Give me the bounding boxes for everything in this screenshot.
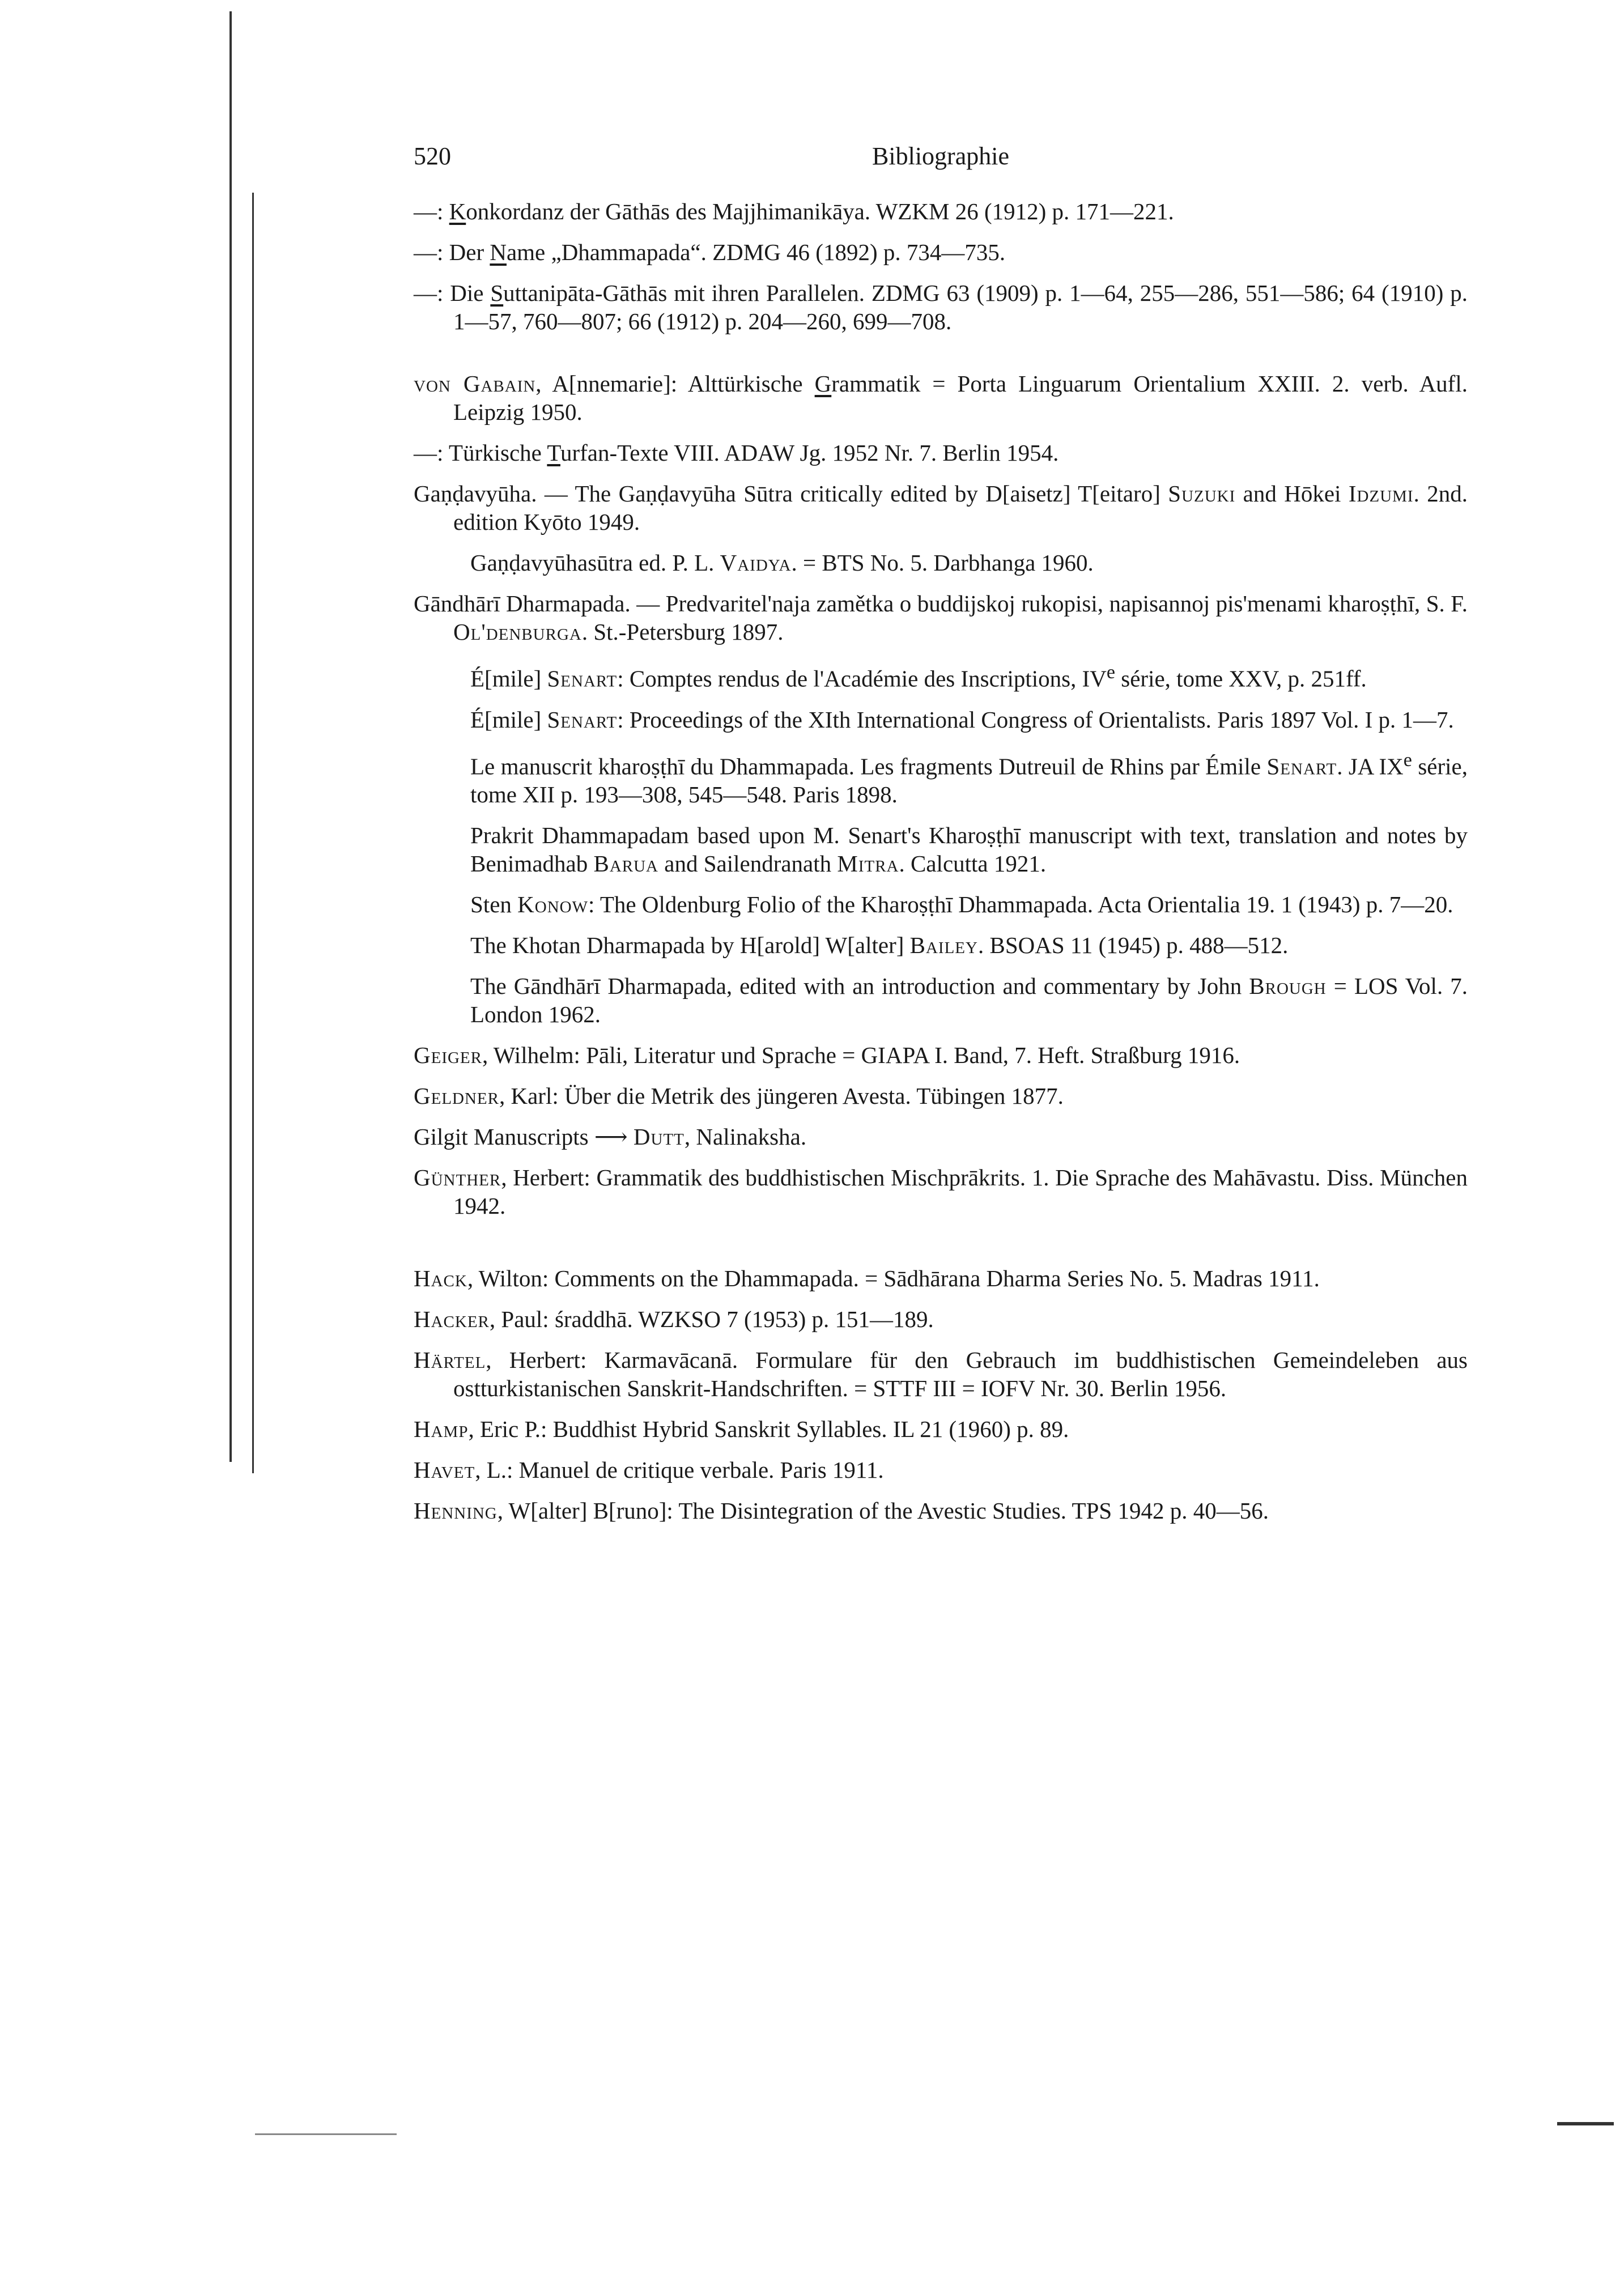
bib-entry: Günther, Herbert: Grammatik des buddhistischen Mischprākrits. 1. Die Sprache des Mahāvastu. Diss. München 1942. [414,1164,1468,1219]
bib-subentry: Prakrit Dhammapadam based upon M. Senart's Kharoṣṭhī manuscript with text, translation and notes by Benimadhab Barua and Sailendranath Mitra. Calcutta 1921. [470,822,1468,877]
author-name: Vaidya [720,550,792,576]
bib-entry: —: Der Name „Dhammapada“. ZDMG 46 (1892) p. 734—735. [414,239,1006,265]
author-name: Hack [414,1265,467,1292]
bib-entry: Geldner, Karl: Über die Metrik des jüngeren Avesta. Tübingen 1877. [414,1083,1064,1109]
bib-entry: —: Türkische Turfan-Texte VIII. ADAW Jg. 1952 Nr. 7. Berlin 1954. [414,440,1059,466]
bib-entry: Gāndhārī Dharmapada. — Predvaritel'naja zamětka o buddijskoj rukopisi, napisannoj pis'menami kharoṣṭhī, S. F. Ol'denburga. St.-Petersburg 1897. [414,590,1468,645]
author-name: Konow [517,891,588,918]
author-name: Idzumi [1348,481,1414,507]
author-name: Hacker [414,1306,490,1333]
bib-entry: Hack, Wilton: Comments on the Dhammapada. = Sādhārana Dharma Series No. 5. Madras 1911. [414,1265,1320,1292]
bib-entry: Henning, W[alter] B[runo]: The Disintegration of the Avestic Studies. TPS 1942 p. 40—56. [414,1498,1269,1524]
author-name: Geiger [414,1042,482,1069]
bib-subentry: Sten Konow: The Oldenburg Folio of the Kharoṣṭhī Dhammapada. Acta Orientalia 19. 1 (1943) p. 7—20. [470,891,1453,918]
bib-subentry: É[mile] Senart: Proceedings of the XIth International Congress of Orientalists. Paris 1897 Vol. I p. 1—7. [470,706,1454,733]
bib-entry: Hacker, Paul: śraddhā. WZKSO 7 (1953) p. 151—189. [414,1306,934,1333]
bib-entry: Hamp, Eric P.: Buddhist Hybrid Sanskrit Syllables. IL 21 (1960) p. 89. [414,1416,1069,1443]
author-name: Ol'denburga [453,619,582,645]
bib-entry: —: Konkordanz der Gāthās des Majjhimanikāya. WZKM 26 (1912) p. 171—221. [414,198,1174,224]
author-name: von Gabain [414,371,536,397]
author-name: Senart [547,665,618,692]
author-name: Geldner [414,1083,499,1109]
bib-subentry: Le manuscrit kharoṣṭhī du Dhammapada. Les fragments Dutreuil de Rhins par Émile Senart. JA IXe série, tome XII p. 193—308, 545—548. Paris 1898. [470,749,1468,808]
author-name: Brough [1249,973,1327,1000]
bib-entry: Geiger, Wilhelm: Pāli, Literatur und Sprache = GIAPA I. Band, 7. Heft. Straßburg 1916. [414,1042,1240,1069]
author-name: Barua [593,851,659,877]
author-name: Dutt [633,1124,685,1150]
bib-subentry: The Gāndhārī Dharmapada, edited with an introduction and commentary by John Brough = LOS Vol. 7. London 1962. [470,973,1468,1028]
author-name: Bailey [909,932,978,959]
page-header [414,142,1468,187]
author-name: Senart [1266,753,1337,780]
bib-subentry: É[mile] Senart: Comptes rendus de l'Académie des Inscriptions, IVe série, tome XXV, p. 251ff. [470,662,1367,692]
bottom-left-dots [255,2133,397,2135]
author-name: Mitra [837,851,899,877]
author-name: Henning [414,1498,498,1524]
author-name: Senart [547,706,618,733]
bib-entry: Gaṇḍavyūha. — The Gaṇḍavyūha Sūtra critically edited by D[aisetz] T[eitaro] Suzuki and Hōkei Idzumi. 2nd. edition Kyōto 1949. [414,481,1468,535]
bib-entry: Gilgit Manuscripts ⟶ Dutt, Nalinaksha. [414,1124,807,1150]
bib-entry: —: Die Suttanipāta-Gāthās mit ihren Parallelen. ZDMG 63 (1909) p. 1—64, 255—286, 551—586; 64 (1910) p. 1—57, 760—807; 66 (1912) p. 204—260, 699—708. [414,280,1468,334]
bib-entry: von Gabain, A[nnemarie]: Alttürkische Grammatik = Porta Linguarum Orientalium XXIII. 2. verb. Aufl. Leipzig 1950. [414,371,1468,425]
author-name: Suzuki [1168,481,1236,507]
author-name: Hamp [414,1416,469,1443]
page-number: 520 [414,142,451,170]
bib-entry: Härtel, Herbert: Karmavācanā. Formulare für den Gebrauch im buddhistischen Gemeindeleben aus ostturkistanischen Sanskrit-Handschriften. = STTF III = IOFV Nr. 30. Berlin 1956. [414,1347,1468,1402]
author-name: Günther [414,1164,501,1191]
bib-subentry: Gaṇḍavyūhasūtra ed. P. L. Vaidya. = BTS No. 5. Darbhanga 1960. [470,550,1094,576]
page [414,142,1468,1525]
bib-entry: Havet, L.: Manuel de critique verbale. Paris 1911. [414,1457,884,1483]
right-edge-mark [1557,2122,1614,2125]
author-name: Härtel [414,1347,486,1374]
author-name: Havet [414,1457,475,1483]
bibliography-list [414,197,1468,1525]
bib-subentry: The Khotan Dharmapada by H[arold] W[alter] Bailey. BSOAS 11 (1945) p. 488—512. [470,932,1289,959]
left-margin-line-inner [252,193,254,1473]
left-margin-line [229,11,232,1462]
running-title: Bibliographie [872,142,1009,170]
